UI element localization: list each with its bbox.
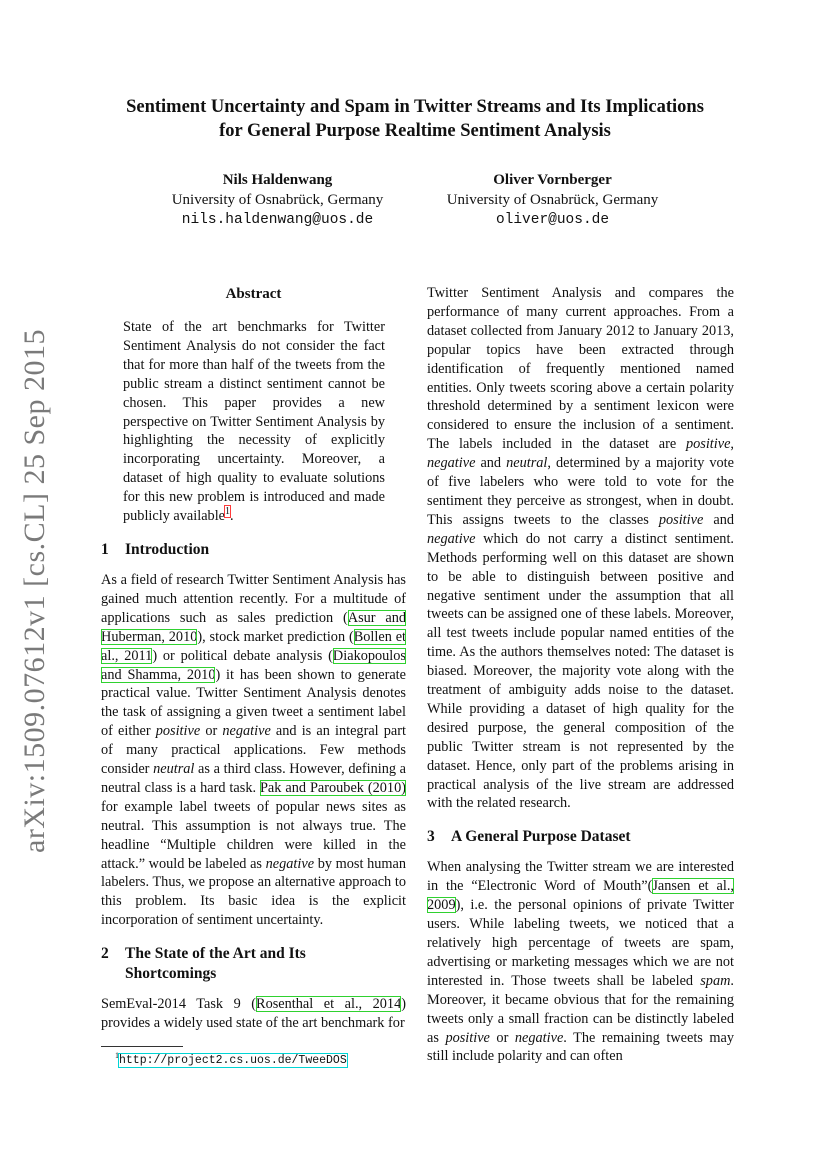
arxiv-id: arXiv:1509.07612v1 [cs.CL] 25 Sep 2015 <box>18 329 51 853</box>
citation-link[interactable]: Diakopoulos and Shamma, 2010 <box>101 647 406 683</box>
citation-link[interactable]: Bollen et al., 2011 <box>101 628 407 664</box>
author-affiliation: University of Osnabrück, Germany <box>446 192 659 208</box>
citation-link[interactable]: Asur and Huberman, 2010 <box>101 609 406 645</box>
title-line-2: for General Purpose Realtime Sentiment Analysis <box>219 121 611 141</box>
abstract-heading: Abstract <box>225 286 282 302</box>
section-3-text: When analysing the Twitter stream we are interested in the “Electronic Word of Mouth”(Jansen et al., 2009), i.e. the personal opinions of private Twitter users. While labeling tweets, we noticed that a relatively high percentage of tweets are spam, advertising or marketing messages which we are not interested in. Those tweets shall be labeled spam. Moreover, it became obvious that for the remaining tweets only a small fraction can be distinctly labeled as positive or negative. The remaining tweets may still include polarity and can often <box>427 859 735 1065</box>
footnote-ref-link[interactable]: 1 <box>225 506 231 518</box>
author-name: Nils Haldenwang <box>222 172 333 188</box>
citation-link[interactable]: Pak and Paroubek (2010) <box>259 779 406 796</box>
section-1-text: As a field of research Twitter Sentiment Analysis has gained much attention recently. For a multitude of applications such as sales prediction (Asur and Huberman, 2010), stock market prediction (Bollen et al., 2011) or political debate analysis (Diakopoulos and Shamma, 2010) it has been shown to generate practical value. Twitter Sentiment Analysis denotes the task of assigning a given tweet a sentiment label of either positive or negative and is an integral part of many practical applications. Few methods consider neutral as a third class. However, defining a neutral class is a hard task. Pak and Paroubek (2010) for example label tweets of popular news sites as neutral. This assumption is not always true. The headline “Multiple children were killed in the attack.” would be labeled as negative by most human labelers. Thus, we propose an alternative approach to this problem. Its basic idea is the explicit incorporation of sentiment uncertainty. <box>101 571 407 929</box>
abstract-text: State of the art benchmarks for Twitter Sentiment Analysis do not consider the fact that for more than half of the tweets from the public stream a distinct sentiment cannot be chosen. This paper provides a new perspective on Twitter Sentiment Analysis by highlighting the necessity of explicitly incorporating uncertainty. Moreover, a dataset of high quality to evaluate solutions for this new problem is introduced and made publicly available$^1$. <box>123 319 385 525</box>
author-email: oliver@uos.de <box>495 212 610 228</box>
footnote-divider <box>101 1046 183 1047</box>
author-2 <box>420 170 685 230</box>
section-1-heading: 1 Introduction <box>101 540 210 558</box>
left-column <box>101 284 406 1033</box>
footnote-url-link[interactable]: http://project2.cs.uos.de/TweeDOS <box>119 1054 347 1067</box>
right-column <box>427 284 734 1066</box>
citation-link[interactable]: Jansen et al., 2009 <box>427 878 734 914</box>
citation-link[interactable]: Rosenthal et al., 2014 <box>256 996 402 1013</box>
author-affiliation: University of Osnabrück, Germany <box>171 192 384 208</box>
paper-title <box>90 95 740 143</box>
footnote-mark: 1 <box>115 1051 119 1060</box>
section-2-text: SemEval-2014 Task 9 (Rosenthal et al., 2014) provides a widely used state of the art benchmark for <box>101 996 406 1032</box>
author-name: Oliver Vornberger <box>493 172 612 188</box>
author-email: nils.haldenwang@uos.de <box>181 212 374 228</box>
section-2-text-continued: Twitter Sentiment Analysis and compares the performance of many current approaches. From a dataset collected from January 2012 to January 2013, popular topics have been extracted through identification of frequently mentioned named entities. Only tweets scoring above a certain polarity threshold determined by a sentiment lexicon were considered to ensure the inclusion of a sentiment. The labels included in the dataset are positive, negative and neutral, determined by a majority vote of five labelers who were told to vote for the sentiment they perceive as strongest, when in doubt. This assigns tweets to the classes positive and negative which do not carry a distinct sentiment. Methods performing well on this dataset are shown to be able to distinguish between positive and negative sentiment under the assumption that all tweets can be assigned one of these labels. Moreover, all test tweets include popular named entities of the time. As the authors themselves noted: The dataset is biased. Moreover, the majority vote along with the treatment of ambiguity adds noise to the dataset. While providing a dataset of high quality for the desired purpose, the general composition of the public Twitter stream is not represented by the dataset. Hence, only part of the problems arising in practical analysis of the live stream are addressed with the related research. <box>427 285 735 812</box>
author-1 <box>140 170 415 230</box>
section-2-heading: 2 The State of the Art and Its Shortcomings <box>101 945 306 983</box>
footnote <box>115 1049 347 1068</box>
title-line-1: Sentiment Uncertainty and Spam in Twitter Streams and Its Implications <box>126 97 704 117</box>
section-3-heading: 3 A General Purpose Dataset <box>427 828 631 846</box>
